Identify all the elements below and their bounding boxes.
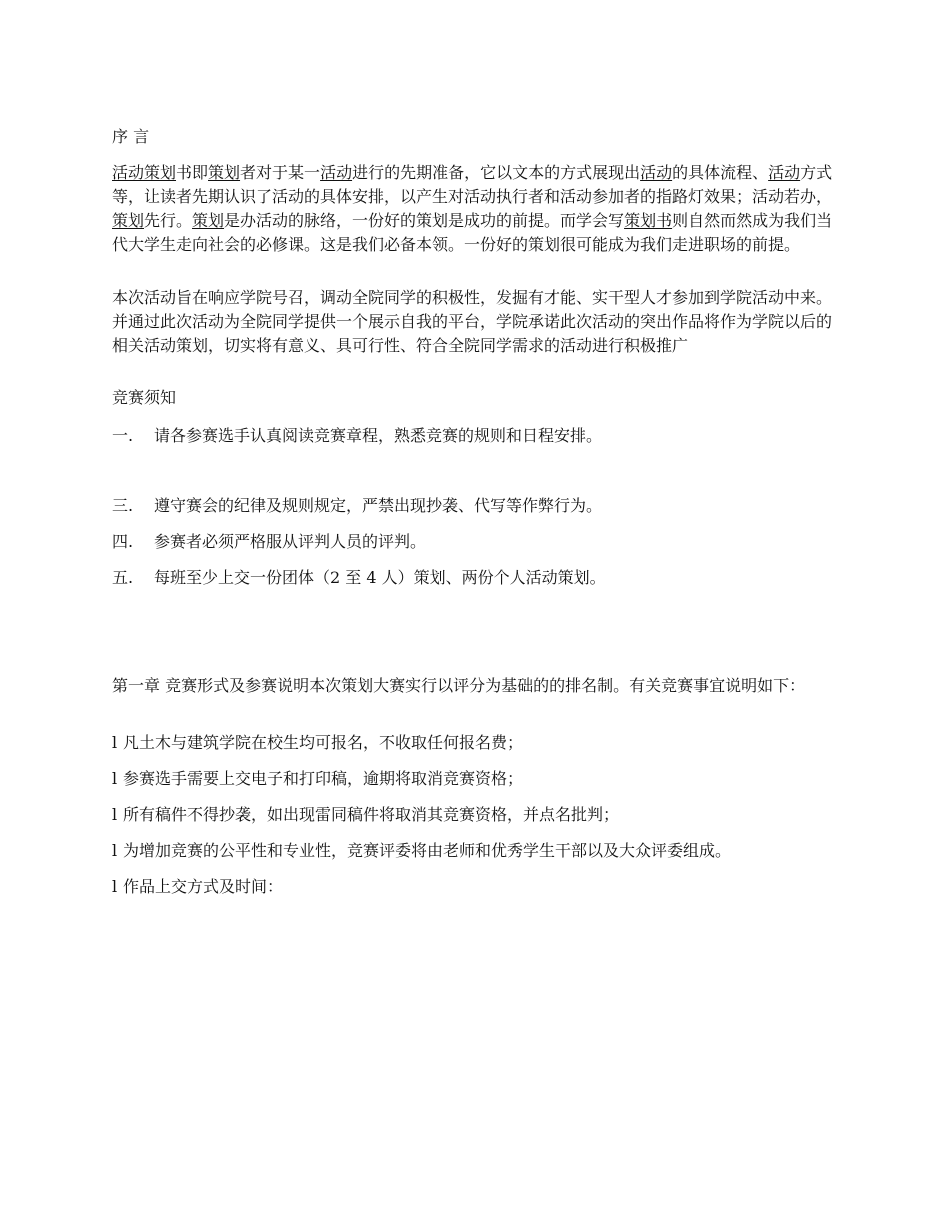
preface-text-segment: 活动策划 bbox=[112, 163, 177, 182]
preface-paragraph-2: 本次活动旨在响应学院号召，调动全院同学的积极性，发掘有才能、实干型人才参加到学院活动中来。并通过此次活动为全院同学提供一个展示自我的平台，学院承诺此次活动的突出作品将作为学院以后的相关活动策划，切实将有意义、具可行性、符合全院同学需求的活动进行积极推广 bbox=[112, 288, 833, 355]
chapter1-bullet bbox=[112, 839, 840, 863]
notice-item bbox=[112, 424, 840, 448]
preface-text-segment: 策划书 bbox=[624, 211, 673, 230]
bullet-marker: l bbox=[112, 877, 118, 896]
bullet-marker: l bbox=[112, 769, 118, 788]
notice-item bbox=[112, 566, 840, 590]
preface-text-segment: 者对于某一 bbox=[240, 163, 321, 182]
preface-paragraph-1 bbox=[112, 161, 840, 257]
notice-item bbox=[112, 530, 840, 554]
preface-text-segment: 策划 bbox=[192, 211, 225, 230]
chapter1-intro: 第一章 竞赛形式及参赛说明本次策划大赛实行以评分为基础的的排名制。有关竞赛事宜说明如下： bbox=[112, 676, 806, 695]
notice-item-number: 一. bbox=[112, 426, 134, 445]
preface-text-segment: 活动 bbox=[768, 163, 801, 182]
preface-text-segment: 活动 bbox=[640, 163, 673, 182]
chapter1-bullet bbox=[112, 875, 840, 899]
notice-item bbox=[112, 494, 840, 518]
preface-text-segment: 的具体流程、 bbox=[672, 163, 769, 182]
notice-item-text: 遵守赛会的纪律及规则规定，严禁出现抄袭、代写等作弊行为。 bbox=[154, 496, 603, 515]
notice-item-number: 三. bbox=[112, 496, 134, 515]
preface-text-segment: 则自然而然成为我们当代大学生走向社会的必修课。这是我们必备本领。一份好的策划很可能成为我们走进职场的前提。 bbox=[112, 211, 833, 254]
notice-item-text: 参赛者必须严格服从评判人员的评判。 bbox=[154, 532, 427, 551]
bullet-text: 为增加竞赛的公平性和专业性，竞赛评委将由老师和优秀学生干部以及大众评委组成。 bbox=[123, 841, 732, 860]
notice-item-text: 每班至少上交一份团体（2 至 4 人）策划、两份个人活动策划。 bbox=[154, 568, 606, 587]
bullet-marker: l bbox=[112, 805, 118, 824]
bullet-marker: l bbox=[112, 841, 118, 860]
bullet-text: 作品上交方式及时间： bbox=[123, 877, 284, 896]
chapter1-bullet bbox=[112, 803, 840, 827]
notice-item-text: 请各参赛选手认真阅读竞赛章程，熟悉竞赛的规则和日程安排。 bbox=[154, 426, 603, 445]
bullet-text: 参赛选手需要上交电子和打印稿，逾期将取消竞赛资格； bbox=[123, 769, 524, 788]
chapter1-bullet bbox=[112, 767, 840, 791]
chapter1-bullet bbox=[112, 731, 840, 755]
preface-text-segment: 进行的先期准备，它以文本的方式展现出 bbox=[352, 163, 641, 182]
bullet-text: 凡土木与建筑学院在校生均可报名，不收取任何报名费； bbox=[123, 733, 524, 752]
preface-text-segment: 方式等，让读者先期认识了活动的具体安排，以产生对活动执行者和活动参加者的指路灯效果；活动若办， bbox=[112, 163, 833, 206]
preface-text-segment: 活动 bbox=[320, 163, 353, 182]
bullet-marker: l bbox=[112, 733, 118, 752]
bullet-text: 所有稿件不得抄袭，如出现雷同稿件将取消其竞赛资格，并点名批判； bbox=[123, 805, 620, 824]
preface-text-segment: 先行。 bbox=[144, 211, 193, 230]
notice-heading: 竞赛须知 bbox=[112, 388, 177, 407]
preface-text-segment: 书即 bbox=[176, 163, 209, 182]
notice-item-number: 五. bbox=[112, 568, 134, 587]
preface-text-segment: 策划 bbox=[112, 211, 145, 230]
preface-text-segment: 是办活动的脉络，一份好的策划是成功的前提。而学会写 bbox=[224, 211, 625, 230]
notice-item-number: 四. bbox=[112, 532, 134, 551]
preface-heading: 序 言 bbox=[112, 127, 150, 146]
preface-text-segment: 策划 bbox=[208, 163, 241, 182]
